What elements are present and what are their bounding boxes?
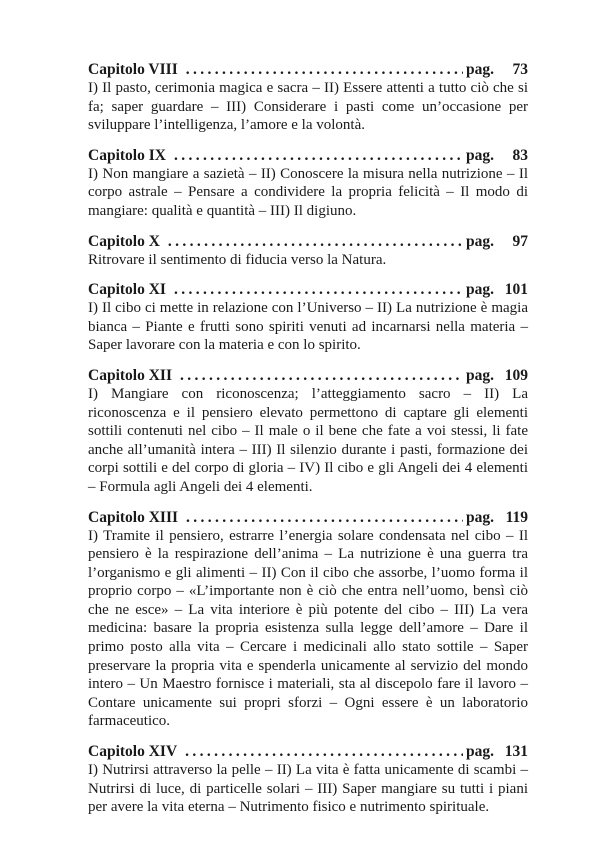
chapter-description: I) Nutrirsi attraverso la pelle – II) La vita è fatta unicamente di scambi – Nutrirsi di luce, di particelle solari – III) Saper mangiare su tutti i piani per avere la vita eterna – Nutrimento fisico e nutrimento spirituale. — [88, 762, 528, 816]
dot-leader — [174, 146, 463, 165]
page-number: 131 — [504, 743, 528, 761]
dot-leader — [174, 280, 463, 299]
chapter-heading[interactable] — [88, 60, 528, 79]
dot-leader — [185, 742, 463, 761]
chapter-title: Capitolo IX — [88, 146, 166, 164]
table-of-contents — [88, 60, 528, 828]
page-label: pag. — [466, 232, 494, 250]
chapter-description: I) Non mangiare a sazietà – II) Conoscere la misura nella nutrizione – Il corpo astrale – Pensare a condividere la propria felicità – Il modo di mangiare: qualità e quantità – III) Il digiuno. — [88, 165, 528, 219]
toc-entry-capitolo-viii — [88, 60, 528, 135]
chapter-description: I) Mangiare con riconoscenza; l’atteggiamento sacro – II) La riconoscenza e il pensiero elevato permettono di captare gli elementi sottili contenuti nel cibo – Il male o il bene che fate a voi stessi, li fate anche all’umanità intera – III) Il silenzio durante i pasti, formazione dei corpi sottili e del corpo di gloria – IV) Il cibo e gli Angeli dei 4 elementi – Formula agli Angeli dei 4 elementi. — [88, 385, 528, 495]
toc-entry-capitolo-ix — [88, 146, 528, 221]
toc-entry-capitolo-xiv — [88, 742, 528, 817]
chapter-description: Ritrovare il sentimento di fiducia verso la Natura. — [88, 251, 387, 268]
page-number: 119 — [505, 508, 528, 526]
chapter-heading[interactable] — [88, 508, 528, 527]
chapter-heading[interactable] — [88, 742, 528, 761]
dot-leader — [186, 508, 463, 527]
page-number: 101 — [504, 281, 528, 299]
chapter-title: Capitolo XIV — [88, 743, 178, 761]
chapter-heading[interactable] — [88, 232, 528, 251]
chapter-heading[interactable] — [88, 366, 528, 385]
chapter-description: I) Il cibo ci mette in relazione con l’Universo – II) La nutrizione è magia bianca – Piante e frutti sono spiriti venuti ad incarnarsi nella materia – Saper lavorare con la materia e con lo spirito. — [88, 300, 528, 354]
page-number: 83 — [512, 146, 528, 164]
chapter-description: I) Tramite il pensiero, estrarre l’energia solare condensata nel cibo – Il pensiero è la respirazione dell’anima – La nutrizione è una guerra tra l’organismo e gli alimenti – II) Con il cibo che assorbe, l’uomo forma il proprio corpo – «L’importante non è ciò che entra nell’uomo, bensì ciò che ne esce» – La vita interiore è più potente del cibo – III) La vera medicina: basare la propria esistenza sulla legge dell’amore – Dare il primo posto alla vita – Cercare i medicinali allo stato sottile – Saper preservare la propria vita e spenderla unicamente al servizio del mondo intero – Un Maestro fornisce i materiali, sta al discepolo fare il lavoro – Contare unicamente sui propri sforzi – Ogni essere è un laboratorio farmaceutico. — [88, 527, 528, 730]
dot-leader — [168, 232, 463, 251]
chapter-heading[interactable] — [88, 280, 528, 299]
page-label: pag. — [466, 743, 494, 761]
chapter-description: I) Il pasto, cerimonia magica e sacra – II) Essere attenti a tutto ciò che si fa; saper guardare – III) Considerare i pasti come un’occasione per sviluppare l’intelligenza, l’amore e la volontà. — [88, 80, 528, 134]
page-label: pag. — [466, 508, 494, 526]
page-label: pag. — [466, 366, 494, 384]
chapter-title: Capitolo X — [88, 232, 160, 250]
page-label: pag. — [466, 281, 494, 299]
chapter-heading[interactable] — [88, 146, 528, 165]
page-label: pag. — [466, 61, 494, 78]
dot-leader — [186, 60, 463, 79]
page-number: 97 — [512, 232, 528, 250]
toc-entry-capitolo-xiii — [88, 508, 528, 732]
toc-entry-capitolo-x — [88, 232, 528, 270]
page-label: pag. — [466, 146, 494, 164]
chapter-title: Capitolo XII — [88, 366, 172, 384]
chapter-title: Capitolo XIII — [88, 508, 179, 526]
chapter-title: Capitolo VIII — [88, 61, 178, 78]
toc-entry-capitolo-xi — [88, 280, 528, 355]
page-number: 73 — [512, 61, 528, 78]
toc-entry-capitolo-xii — [88, 366, 528, 497]
chapter-title: Capitolo XI — [88, 281, 166, 299]
page-number: 109 — [504, 366, 528, 384]
dot-leader — [180, 366, 463, 385]
